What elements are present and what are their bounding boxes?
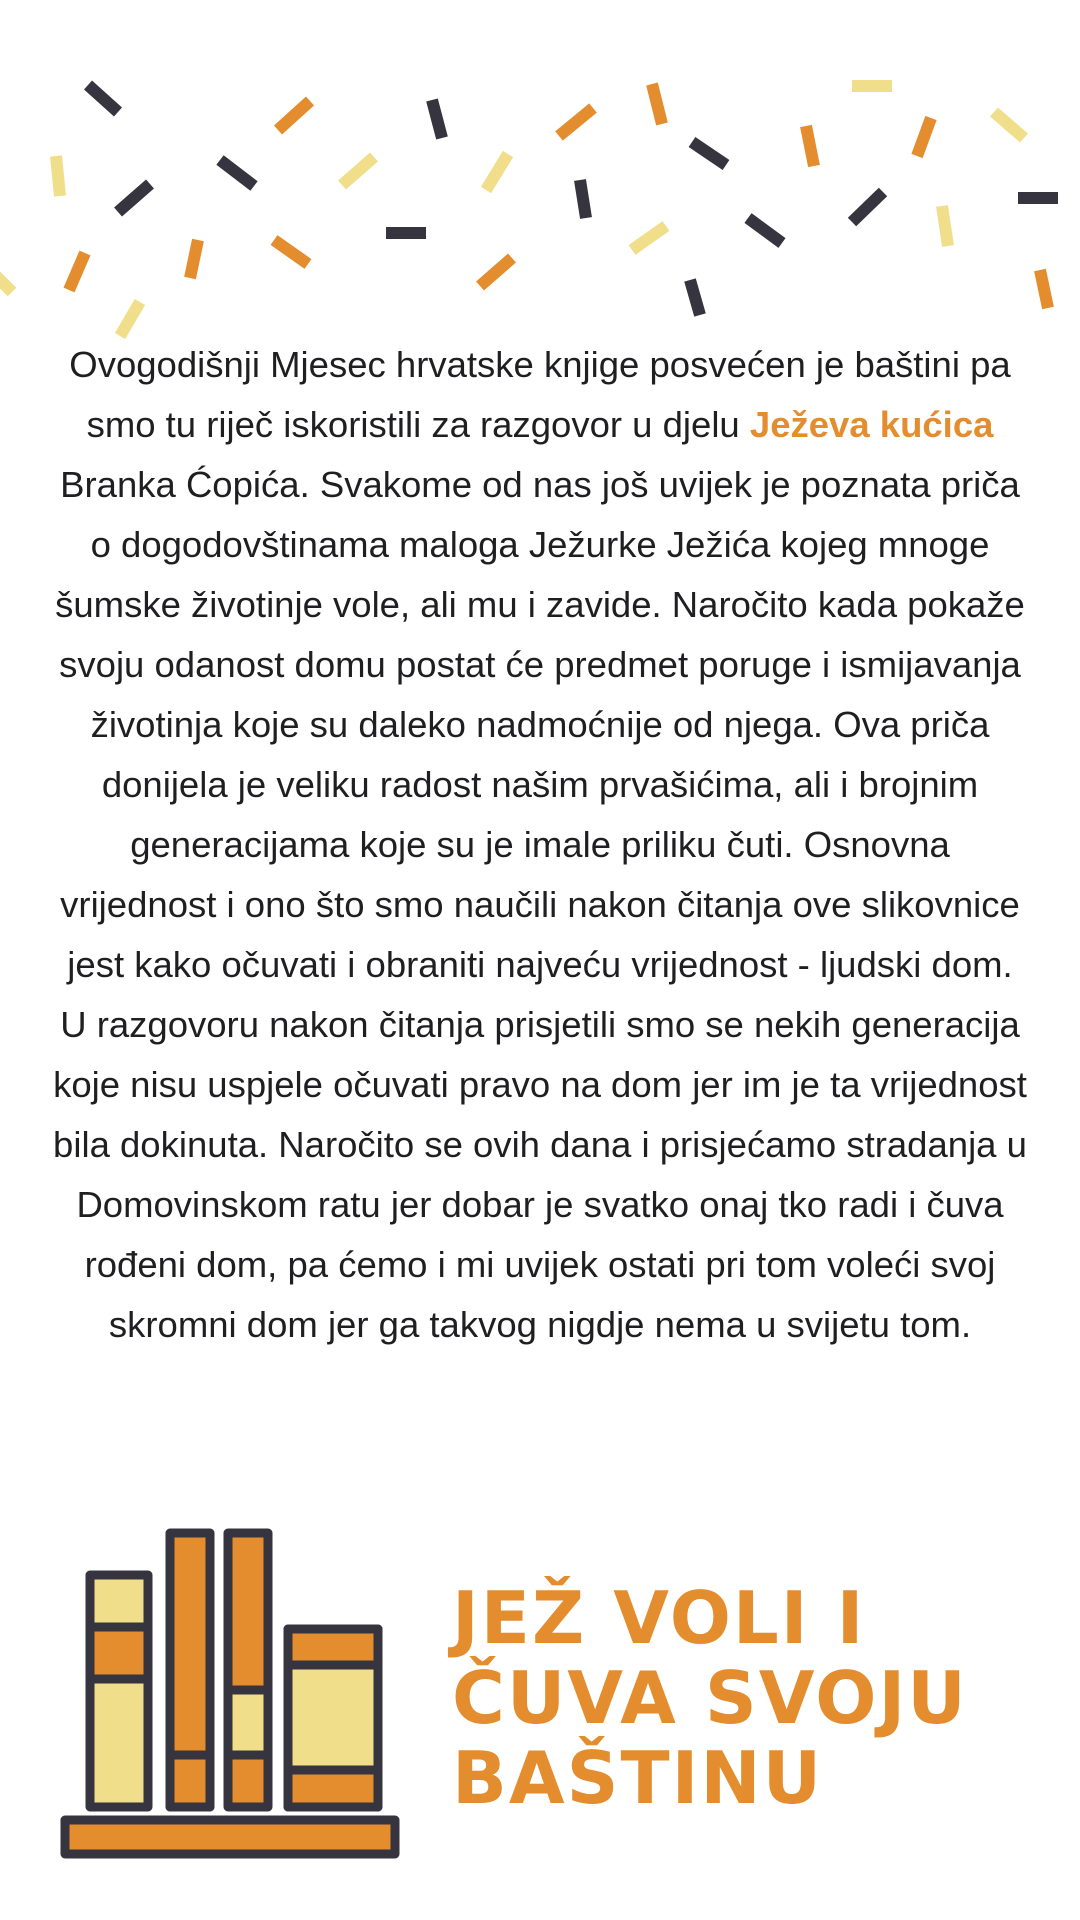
confetti-decoration [0,0,1080,340]
headline-line-2: ČUVA SVOJU [452,1656,968,1740]
article-text [50,335,1030,1355]
headline-line-3: BAŠTINU [452,1736,824,1820]
article-body: Branka Ćopića. Svakome od nas još uvijek je poznata priča o dogodovštinama maloga Ježurke Ježića kojeg mnoge šumske životinje vole, ali mu i zavide. Naročito kada pokaže svoju odanost domu postat će predmet poruge i ismijavanja životinja koje su daleko nadmoćnije od njega. Ova priča donijela je veliku radost našim prvašićima, ali i brojnim generacijama koje su je imale priliku čuti. Osnovna vrijednost i ono što smo naučili nakon čitanja ove slikovnice jest kako očuvati i obraniti najveću vrijednost - ljudski dom. U razgovoru nakon čitanja prisjetili smo se nekih generacija koje nisu uspjele očuvati pravo na dom jer im je ta vrijednost bila dokinuta. Naročito se ovih dana i prisjećamo stradanja u Domovinskom ratu jer dobar je svatko onaj tko radi i čuva rođeni dom, pa ćemo i mi uvijek ostati pri tom voleći svoj skromni dom jer ga takvog nigdje nema u svijetu tom. [53,464,1027,1345]
book-title: Ježeva kućica [749,404,994,445]
books-on-shelf-icon [55,1515,405,1865]
headline [452,1578,1052,1818]
headline-line-1: JEŽ VOLI I [452,1576,866,1660]
article-intro: Ovogodišnji Mjesec hrvatske knjige posvećen je baštini pa smo tu riječ iskoristili za razgovor u djelu [69,344,1011,445]
